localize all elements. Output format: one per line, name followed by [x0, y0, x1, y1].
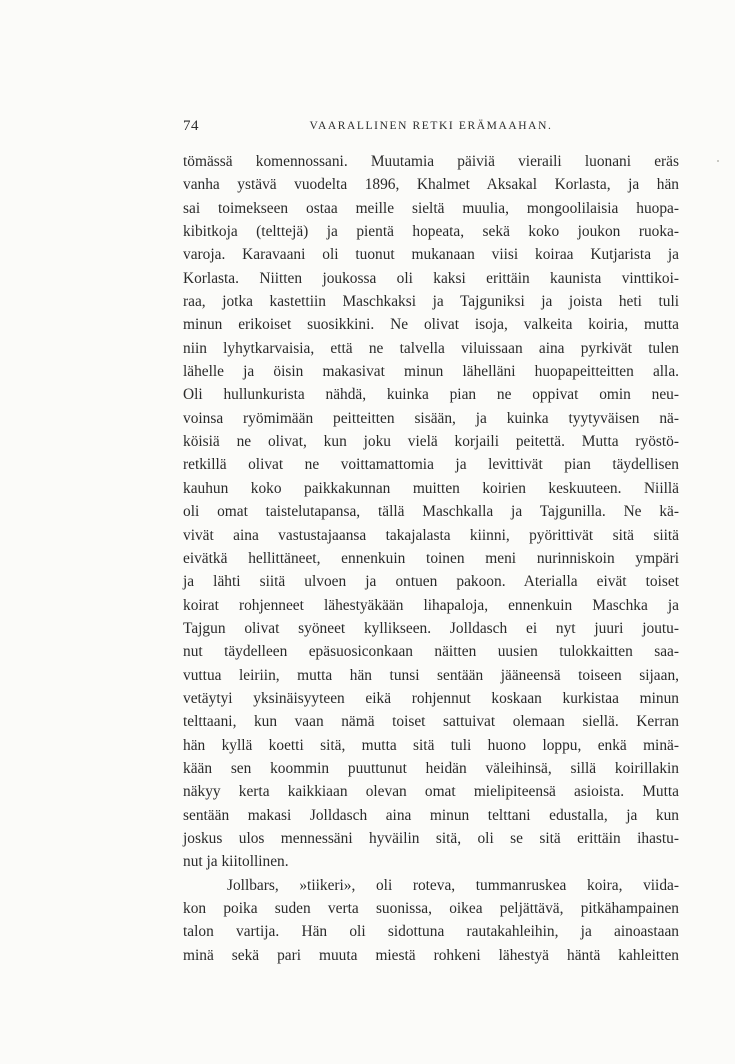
text-line: tömässä komennossani. Muutamia päiviä vieraili luonani eräs	[183, 153, 679, 170]
page-header	[183, 118, 679, 142]
text-line: hän kyllä koetti sitä, mutta sitä tuli huono loppu, enkä minä-	[183, 736, 679, 754]
text-line: Tajgun olivat syöneet kyllikseen. Jolldasch ei nyt juuri joutu-	[183, 619, 679, 637]
paragraph-end-line: nut ja kiitollinen.	[183, 853, 289, 871]
text-line: nut täydelleen epäsuosiconkaan näitten uusien tulokkaitten saa-	[183, 643, 679, 661]
text-line: niin lyhytkarvaisia, että ne talvella viluissaan aina pyrkivät tulen	[183, 339, 679, 357]
text-line: Oli hullunkurista nähdä, kuinka pian ne oppivat omin neu-	[183, 386, 679, 404]
page-number: 74	[183, 118, 199, 134]
paragraph-first-line: Jollbars, »tiikeri», oli roteva, tummanruskea koira, viida-	[227, 876, 679, 894]
text-line: oli omat taistelutapansa, tällä Maschkalla ja Tajgunilla. Ne kä-	[183, 503, 679, 521]
text-line: telttaani, kun vaan nämä toiset sattuivat olemaan siellä. Kerran	[183, 713, 679, 731]
page-body	[183, 150, 679, 967]
running-title: VAARALLINEN RETKI ERÄMAAHAN.	[309, 120, 553, 132]
text-line: varoja. Karavaani oli tuonut mukanaan viisi koiraa Kutjarista ja	[183, 246, 679, 264]
text-line: talon vartija. Hän oli sidottuna rautakahleihin, ja ainoastaan	[183, 923, 679, 941]
text-line: voinsa ryömimään peitteitten sisään, ja kuinka tyytyväisen nä-	[183, 409, 679, 427]
text-line: eivätkä hellittäneet, ennenkuin toinen meni nurinniskoin ympäri	[183, 549, 679, 567]
text-line: sai toimekseen ostaa meille sieltä muulia, mongoolilaisia huopa-	[183, 199, 679, 217]
text-line: Korlasta. Niitten joukossa oli kaksi erittäin kaunista vinttikoi-	[183, 269, 679, 287]
text-line: minä sekä pari muuta miestä rohkeni lähestyä häntä kahleitten	[183, 946, 679, 964]
paper-speck	[717, 160, 719, 162]
text-line: joskus ulos mennessäni hyväilin sitä, oli se sitä erittäin ihastu-	[183, 829, 679, 847]
text-line: vanha ystävä vuodelta 1896, Khalmet Aksakal Korlasta, ja hän	[183, 176, 679, 194]
text-line: raa, jotka kastettiin Maschkaksi ja Tajguniksi ja joista heti tuli	[183, 293, 679, 311]
text-line: retkillä olivat ne voittamattomia ja levittivät pian täydellisen	[183, 456, 679, 474]
text-line: vuttua leiriin, mutta hän tunsi sentään jääneensä toiseen sijaan,	[183, 666, 679, 684]
text-line: lähelle ja öisin makasivat minun lähelläni huopapeitteitten alla.	[183, 363, 679, 381]
text-line: minun erikoiset suosikkini. Ne olivat isoja, valkeita koiria, mutta	[183, 316, 679, 334]
text-line: sentään makasi Jolldasch aina minun telttani edustalla, ja kun	[183, 806, 679, 824]
text-line: köisiä ne olivat, kun joku vielä korjaili peitettä. Mutta ryöstö-	[183, 433, 679, 451]
text-line: koirat rohjenneet lähestyäkään lihapaloja, ennenkuin Maschka ja	[183, 596, 679, 614]
text-line: kään sen koommin puuttunut heidän väleihinsä, sillä koirillakin	[183, 759, 679, 777]
text-line: kon poika suden verta suonissa, oikea peljättävä, pitkähampainen	[183, 900, 679, 917]
text-line: ja lähti siitä ulvoen ja ontuen pakoon. Aterialla eivät toiset	[183, 573, 679, 591]
text-line: vetäytyi yksinäisyyteen eikä rohjennut koskaan kurkistaa minun	[183, 689, 679, 707]
text-line: kibitkoja (telttejä) ja pientä hopeata, sekä koko joukon ruoka-	[183, 223, 679, 241]
text-line: kauhun koko paikkakunnan muitten koirien keskuuteen. Niillä	[183, 479, 679, 497]
text-line: näkyy kerta kaikkiaan olevan omat mielipiteensä asioista. Mutta	[183, 783, 679, 801]
text-line: vivät aina vastustajaansa takajalasta kiinni, pyörittivät sitä siitä	[183, 526, 679, 544]
